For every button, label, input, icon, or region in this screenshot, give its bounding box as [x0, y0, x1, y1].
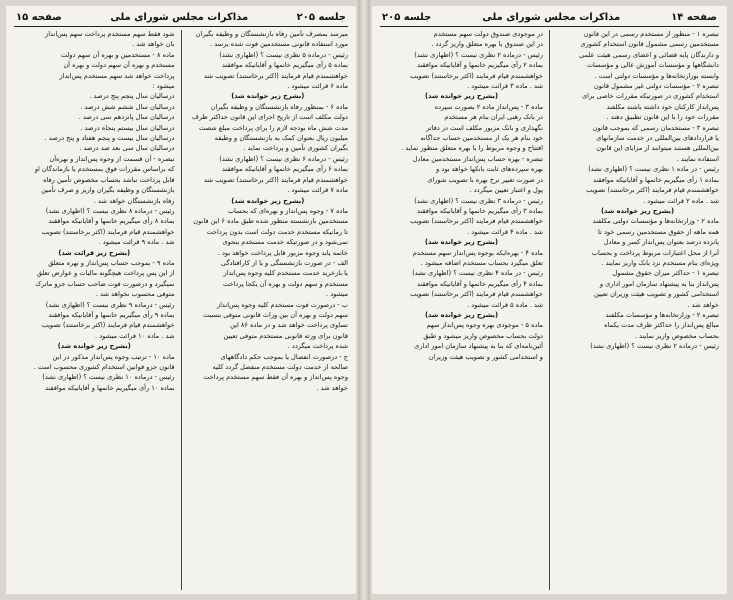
text-line: تبصره ۳ - مستخدمان رسمی که بموجب قانون	[592, 123, 719, 132]
text-line: درسالیان سال پنجم پنج درصد .	[89, 92, 175, 101]
text-line: شد . ماده ۲ قرائت میشود .	[643, 196, 719, 205]
book-gutter	[358, 0, 370, 600]
text-line: پانزده درصد بعنوان پس‌انداز کسر و معادل	[603, 238, 719, 247]
text-line: ماده ۹ - بموجب حساب پس‌انداز و بهره متعلق	[48, 258, 175, 267]
text-line: میرسد بمصرف تأمین رفاه بازنشستگان و وظیفه بگیران	[195, 30, 348, 38]
text-line: تا زمانیکه مستخدم خدمت دولت است بدون پرداخت	[206, 227, 348, 236]
text-line: استخدام کشوری در صورتیکه مقررات خاصی برای	[581, 92, 719, 101]
text-line: مستخدمین بازنشسته منظور شده طبق ماده ۶ این قانون	[193, 217, 348, 226]
text-line: رئیس - در ماده ۴ نظری نیست ؟ (اظهاری نشد)	[412, 269, 543, 278]
text-line: بماده ۵ رأی میگیریم خانمها و آقایانیکه موافقند	[222, 61, 348, 70]
text-line: بماده ۴ رأی میگیریم خانمها و آقایانیکه موافقند	[417, 279, 543, 288]
text-line: بماده ۶ رأی میگیریم خانمها و آقایانیکه موافقند	[222, 165, 348, 174]
right-page-header-title: مذاکرات مجلس شورای ملی	[482, 12, 621, 23]
text-line: تساوی پرداخت خواهد شد و در ماده ۸۶ این	[230, 321, 348, 330]
text-line: مقررات خود را با این قانون تطبیق دهند .	[606, 113, 719, 122]
text-line: ماده ۲ - وزارتخانه‌ها و مؤسسات دولتی مکلفند	[592, 217, 719, 226]
text-line: استخدامی کشور و تصویب هیئت وزیران تعیین	[593, 290, 719, 299]
text-line: بماده ۹ رأی میگیریم خانمها و آقایانیکه موافقند	[48, 310, 175, 319]
text-line: آنرا از محل اعتبارات مربوط پرداخت و بحساب	[591, 248, 719, 257]
left-page-column-right	[188, 30, 349, 590]
column-rule	[181, 30, 182, 590]
text-line: و دارندگان پایه قضائی و اعضای رسمی هیئت علمی	[579, 50, 719, 59]
text-line: مبالغ پس‌انداز را حداکثر ظرف مدت یکماه	[604, 321, 719, 330]
text-line: قانون جزو قوانین استخدام کشوری محسوب است .	[33, 363, 175, 371]
text-line: مستخدمین رسمی مشمول قانون استخدام کشوری	[580, 40, 719, 49]
text-line: میلیون ریال بعنوان کمک به بازنشستگان و وظیفه	[214, 134, 348, 143]
text-line: خواهشمندم قیام فرمایند (اکثر برخاستند) تصویب شد	[204, 175, 348, 184]
right-page-column-right	[556, 30, 719, 590]
text-line: نمیگیرد و درصورت فوت صاحب حساب جزو ماترک	[35, 279, 175, 288]
text-line: ب - درصورت فوت مستخدم کلیه وجوه پس‌انداز	[216, 300, 348, 309]
text-line: رئیس - درماده ۵ نظری نیست ؟ (اظهاری نشد)	[219, 50, 348, 59]
text-line: نمی‌شود و در صورتیکه خدمت مستخدم بنحوی	[222, 238, 348, 247]
text-line: (بشرح زیر خوانده شد)	[231, 196, 305, 205]
text-line: خواهشمندم قیام فرمایند (اکثر برخاستند) تصویب	[410, 217, 543, 226]
text-line: خواهشمندم قیام فرمایند (اکثر برخاستند) تصویب	[410, 71, 543, 80]
text-line: ماده ۷ - وجوه پس‌انداز و بهره‌ای که بحساب	[227, 206, 348, 215]
text-line: شد . ماده ۳ قرائت میشود .	[467, 82, 543, 91]
text-line: درسالیان سال ششم شش درصد .	[80, 102, 175, 111]
text-line: شود فقط سهم مستخدم پرداخت سهم پس‌انداز	[45, 30, 175, 38]
text-line: تبصره - آن قسمت از وجوه پس‌انداز و بهره‌آن	[49, 154, 175, 163]
text-line: (بشرح زیر خوانده شد)	[57, 342, 131, 351]
text-line: ج - درصورت انفصال یا بموجب حکم دادگاههای	[220, 352, 348, 361]
text-line: خواهشمندم قیام فرمایند (اکثر برخاستند) تصویب	[41, 227, 175, 236]
text-line: ماده ۸ - مستخدمین و بهره آن سهم دولت	[60, 50, 175, 59]
text-line: (بشرح زیر خوانده شد)	[231, 92, 305, 101]
text-line: خواهشمندم قیام فرمایند (اکثر برخاستند) تصویب شد	[204, 71, 348, 80]
text-line: ماده ۶ - بمنظور رفاه بازنشستگان و وظیفه بگیران	[210, 102, 348, 111]
text-line: صالحه از خدمت دولت مستخدم منفصل گردد کلیه	[212, 363, 348, 371]
text-line: (بشرح زیر قرائت شد)	[58, 248, 131, 257]
left-page-header	[14, 10, 348, 27]
text-line: بهره سپرده‌های ثابت بانکها خواهد بود و	[436, 165, 543, 174]
text-line: الف - در صورت بازنشستگی و یا از کارافتادگی	[220, 258, 348, 267]
text-line: تبصره ۲ - مؤسسات دولتی غیر مشمول قانون	[593, 82, 719, 91]
text-line: سهم دولت و بهره آن بین وراث قانونی متوفی بنسبت	[203, 310, 348, 319]
text-line: دولت مکلف است از تاریخ اجرای این قانون حداکثر ظرف	[192, 113, 348, 122]
left-page-column-left	[14, 30, 175, 590]
text-line: مستخدم و سهم دولت و بهره آن یکجا پرداخت	[222, 279, 348, 288]
text-line: میشود :	[152, 82, 175, 91]
text-line: شده پرداخت میگردد .	[287, 342, 348, 351]
text-line: که براساس مقررات فوق بمستخدم یا بازماندگان او	[34, 165, 175, 174]
text-line: همه ماهه از حقوق مستخدمین رسمی خود تا	[598, 227, 719, 236]
left-page-header-title: مذاکرات مجلس شورای ملی	[110, 12, 249, 23]
right-page-number: صفحه ۱۴	[671, 12, 717, 23]
text-line: از این پس پرداخت هیچگونه مالیات و عوارض تعلق	[36, 269, 175, 278]
text-line: بماده ۱۰ رأی میگیریم خانمها و آقایانیکه موافقند	[44, 383, 175, 392]
text-line: ماده ۶ قرائت میشود .	[287, 82, 348, 91]
text-line: بان خواهد شد .	[132, 40, 175, 49]
text-line: وابسته بوزارتخانه‌ها و مؤسسات دولتی است .	[594, 71, 719, 80]
text-line: بماده ۳ رأی میگیریم خانمها و آقایانیکه موافقند	[417, 206, 543, 215]
text-line: رئیس - درماده ۶ نظری نیست ؟ (اظهاری نشد)	[219, 154, 348, 163]
text-line: ماده ۴ - بهره‌ایکه بوجوه پس‌انداز سهم مستخدم	[412, 248, 543, 257]
text-line: ماده ۱۰ - ترتیب وجوه پس‌انداز مذکور در این	[52, 352, 175, 361]
text-line: پرداخت خواهد شد سهم مستخدم پس‌انداز	[59, 71, 175, 80]
text-line: درسالیان سال بیست و پنجم هفتاد و پنج درصد .	[44, 134, 175, 143]
text-line: بماده ۱ رأی میگیریم خانمها و آقایانیکه موافقند	[593, 175, 719, 184]
text-line: دولت بحساب مخصوص واریز میشود و طبق	[423, 331, 543, 340]
text-line: دانشگاهها و مؤسسات آموزش عالی و مؤسسات	[586, 61, 719, 70]
text-line: افتتاح و وجوه مربوط را با بهره متعلق منظور نماید .	[401, 144, 543, 153]
right-page-session: جلسه ۲۰۵	[382, 12, 432, 23]
text-line: تبصره ۱ - حداکثر میزان حقوق مشمول	[612, 269, 719, 278]
text-line: مستخدم و بهره آن سهم دولت و بهره آن	[63, 61, 175, 70]
text-line: استفاده نمایند .	[676, 154, 719, 163]
text-line: خود بنام هر یک از مستخدمین حساب جداگانه	[420, 134, 543, 143]
text-line: مدت شش ماه بودجه لازم را برای پرداخت مبلغ شصت	[198, 123, 348, 132]
left-page	[6, 6, 356, 594]
text-line: تبصره - بهره حساب پس‌انداز مستخدمین معادل	[412, 154, 543, 163]
text-line: بگیران کشوری تأمین و پرداخت نماید .	[243, 144, 348, 153]
text-line: رئیس - درماده ۹ نظری نیست ؟ (اظهاری نشد)	[45, 300, 175, 309]
text-line: درسالیان سال سی بعد صد درصد .	[79, 144, 175, 153]
text-line: ماده ۳ - پس‌انداز ماده ۲ بصورت سپرده	[434, 102, 543, 111]
text-line: پس‌انداز کارکنان خود داشته باشند مکلفند	[606, 102, 719, 111]
text-line: متوفی محسوب نخواهد شد .	[95, 290, 175, 299]
text-line: یا قراردادهای بین‌المللی در خدمت سازمانهای	[596, 134, 719, 143]
left-page-number: صفحه ۱۵	[16, 12, 62, 23]
text-line: بازنشستگان و وظیفه بگیران واریز و صرف تأمین	[41, 186, 175, 195]
text-line: آئین‌نامه‌ای که بنا به پیشنهاد سازمان امور اداری	[414, 342, 543, 351]
text-line: در بانک رهنی ایران بنام هر مستخدم	[444, 113, 543, 122]
text-line: قابل پرداخت نباشد بحساب مخصوص تأمین رفاه	[43, 175, 175, 184]
text-line: رئیس - درماده ۳ نظری نیست ؟ (اظهاری نشد)	[414, 196, 543, 205]
text-line: تعلق میگیرد بحساب مستخدم اضافه میشود .	[420, 258, 543, 267]
text-line: خواهد شد .	[687, 300, 719, 309]
text-line: خواهد شد .	[316, 383, 348, 392]
text-line: رئیس - در ماده ۱ نظری نیست ؟ (اظهاری نشد)	[588, 165, 719, 174]
text-line: نگهداری و بانک مزبور مکلف است در دفاتر	[426, 123, 543, 132]
text-line: در صورت تغییر نرخ بهره با تصویب شورای	[427, 175, 543, 184]
text-line: ماده ۵ - موجودی بهره وجوه پس‌انداز سهم	[426, 321, 543, 330]
text-line: (بشرح زیر خوانده شد)	[425, 310, 498, 319]
text-line: وجوه پس‌انداز و بهره آن فقط سهم مستخدم پرداخت	[203, 373, 348, 382]
text-line: مورد استفاده قانونی مستخدمین فوت شده برسد .	[210, 40, 348, 49]
text-line: شد . ماده ۱۰ قرائت میشود .	[95, 331, 175, 340]
text-line: و استخدامی کشور و تصویب هیئت وزیران	[428, 352, 543, 361]
right-page-column-left	[380, 30, 543, 590]
text-line: شد . ماده ۴ قرائت میشود .	[467, 227, 543, 236]
text-line: شد . ماده ۹ قرائت میشود .	[98, 238, 175, 247]
text-line: بماده ۲ رأی میگیریم خانمها و آقایانیکه موافقند	[417, 61, 543, 70]
text-line: تبصره ۱ - منظور از مستخدم رسمی در این قانون	[583, 30, 719, 38]
right-page-header	[380, 10, 719, 27]
text-line: پس‌انداز بنا به پیشنهاد سازمان امور اداری و	[599, 279, 719, 288]
text-line: رئیس - درماده ۸ نظری نیست ؟ (اظهاری نشد)	[45, 206, 175, 215]
text-line: ویژه‌ای بنام مستخدم نزد بانک واریز نمایند .	[601, 258, 719, 267]
text-line: (بشرح زیر خوانده شد)	[601, 206, 674, 215]
text-line: قانون برای ورثه قانونی مستخدم متوفی تعیین	[223, 331, 348, 340]
text-line: بماده ۸ رأی میگیریم خانمها و آقایانیکه موافقند	[48, 217, 175, 226]
text-line: رئیس - درماده ۲ نظری نیست ؟ (اظهاری نشد)	[590, 342, 719, 351]
text-line: (بشرح زیر خوانده شد)	[425, 92, 498, 101]
text-line: رئیس - درماده ۲ نظری نیست ؟ (اظهاری نشد)	[414, 50, 543, 59]
text-line: پول و اعتبار تعیین میگردد .	[469, 186, 543, 195]
text-line: بحساب مخصوص واریز نمایند .	[634, 331, 719, 340]
text-line: شد . ماده ۵ قرائت میشود .	[467, 300, 543, 309]
text-line: در این صندوق با بهره متعلق واریز گردد .	[431, 40, 543, 49]
text-line: درسالیان سال پانزدهم سی درصد .	[78, 113, 175, 122]
text-line: (بشرح زیر خوانده شد)	[425, 238, 498, 247]
text-line: بین‌المللی هستند میتوانند از مزایای این قانون	[596, 144, 719, 153]
column-rule	[549, 30, 550, 590]
text-line: خواهشمندم قیام فرمایند (اکثر برخاستند) تصویب	[586, 186, 719, 195]
text-line: در موجودی صندوق دولت سهم مستخدم	[433, 30, 543, 38]
text-line: خواهشمندم قیام فرمایند (اکثر برخاستند) تصویب	[41, 321, 175, 330]
text-line: میشود .	[326, 290, 348, 299]
text-line: یا بازخرید خدمت مستخدم کلیه وجوه پس‌انداز	[223, 269, 348, 278]
right-page	[372, 6, 727, 594]
text-line: رئیس - درماده ۱۰ نظری نیست ؟ (اظهاری نشد)	[42, 373, 175, 382]
text-line: ماده ۷ قرائت میشود .	[287, 186, 348, 195]
text-line: درسالیان سال بیستم پنجاه درصد .	[80, 123, 175, 132]
text-line: خواهشمندم قیام فرمایند (اکثر برخاستند) تصویب	[410, 290, 543, 299]
text-line: رفاه بازنشستگان خواهد شد .	[93, 196, 175, 205]
text-line: تبصره ۲ - وزارتخانه‌ها و مؤسسات مکلفند	[605, 310, 719, 319]
text-line: خاتمه یابد وجوه مزبور قابل پرداخت خواهد بود .	[217, 248, 348, 257]
left-page-session: جلسه ۲۰۵	[296, 12, 346, 23]
